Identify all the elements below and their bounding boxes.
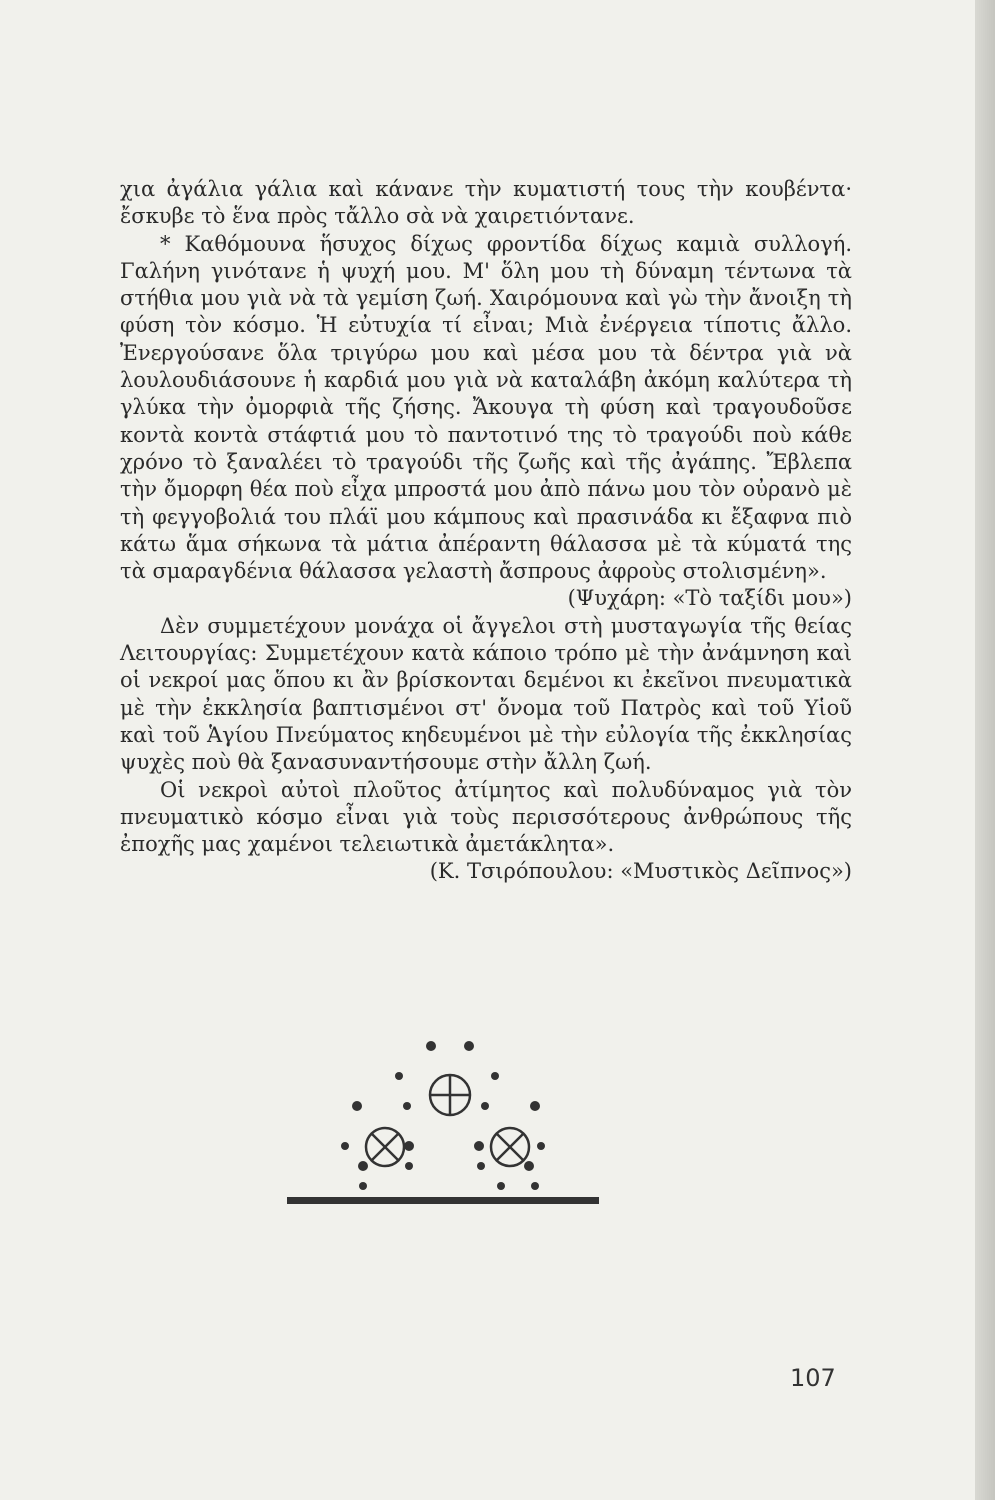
paragraph-liturgy: Δὲν συμμετέχουν μονάχα οἱ ἄγγελοι στὴ μυσταγωγία τῆς θείας Λειτουργίας: Συμμετέχουν κατὰ κάποιο τρόπο μὲ τὴν ἀνάμνηση καὶ οἱ νεκροί μας ὅπου κι ἂν βρίσκονται δεμένοι κι ἐκεῖνοι πνευματικὰ μὲ τὴν ἐκκλησία βαπτισμένοι στ' ὄνομα τοῦ Πατρὸς καὶ τοῦ Υἱοῦ καὶ τοῦ Ἁγίου Πνεύματος κηδευμένοι μὲ τὴν εὐλογία τῆς ἐκκλησίας ψυχὲς ποὺ θὰ ξανασυναντήσουμε στὴν ἄλλη ζωή. bbox=[120, 613, 852, 775]
paragraph-psychari-quote: * Καθόμουνα ἥσυχος δίχως φροντίδα δίχως καμιὰ συλλογή. Γαλήνη γινότανε ἡ ψυχή μου. Μ' ὅλη μου τὴ δύναμη τέντωνα τὰ στήθια μου γιὰ νὰ τὰ γεμίση ζωή. Χαιρόμουνα καὶ γὼ τὴν ἄνοιξη τὴ φύση τὸν κόσμο. Ἡ εὐτυχία τί εἶναι; Μιὰ ἐνέργεια τίποτις ἄλλο. Ἐνεργούσανε ὅλα τριγύρω μου καὶ μέσα μου τὰ δέντρα γιὰ νὰ λουλουδιάσουνε ἡ καρδιά μου γιὰ νὰ καταλάβη ἀκόμη καλύτερα τὴ γλύκα τὴν ὀμορφιὰ τῆς ζήσης. Ἄκουγα τὴ φύση καὶ τραγουδοῦσε κοντὰ κοντὰ στάφτιά μου τὸ παντοτινό της τὸ τραγούδι ποὺ κάθε χρόνο τὸ ξαναλέει τὸ τραγούδι τῆς ζωῆς καὶ τῆς ἀγάπης. Ἔβλεπα τὴν ὄμορφη θέα ποὺ εἶχα μπροστά μου ἀπὸ πάνω μου τὸν οὐρανὸ μὲ τὴ φεγγοβολιά του πλάϊ μου κάμπους καὶ πρασινάδα κι ἔξαφνα πιὸ κάτω ἅμα σήκωνα τὰ μάτια ἀπέραντη θάλασσα μὲ τὰ κύματά της τὰ σμαραγδένια θάλασσα γελαστὴ ἄσπρους ἀφροὺς στολισμένη». bbox=[120, 231, 852, 584]
citation-psychari: (Ψυχάρη: «Τὸ ταξίδι μου») bbox=[567, 586, 852, 611]
page-number: 107 bbox=[790, 1364, 836, 1392]
paragraph-continuation: χια ἀγάλια γάλια καὶ κάνανε τὴν κυματιστή τους τὴν κουβέντα· ἔσκυβε τὸ ἕνα πρὸς τἄλλο σὰ νὰ χαιρετιόντανε. bbox=[120, 177, 852, 229]
cross-ornament-icon bbox=[285, 1035, 605, 1215]
paragraph-the-dead: Οἱ νεκροὶ αὐτοὶ πλοῦτος ἀτίμητος καὶ πολυδύναμος γιὰ τὸν πνευματικὸ κόσμο εἶναι γιὰ τοὺς περισσότερους ἀνθρώπους τῆς ἐποχῆς μας χαμένοι τελειωτικὰ ἀμετάκλητα». bbox=[120, 777, 852, 857]
body-text bbox=[120, 176, 852, 886]
citation-tsiropoulos: (Κ. Τσιρόπουλου: «Μυστικὸς Δεῖπνος») bbox=[429, 859, 852, 884]
page-edge-shadow bbox=[975, 0, 995, 1500]
